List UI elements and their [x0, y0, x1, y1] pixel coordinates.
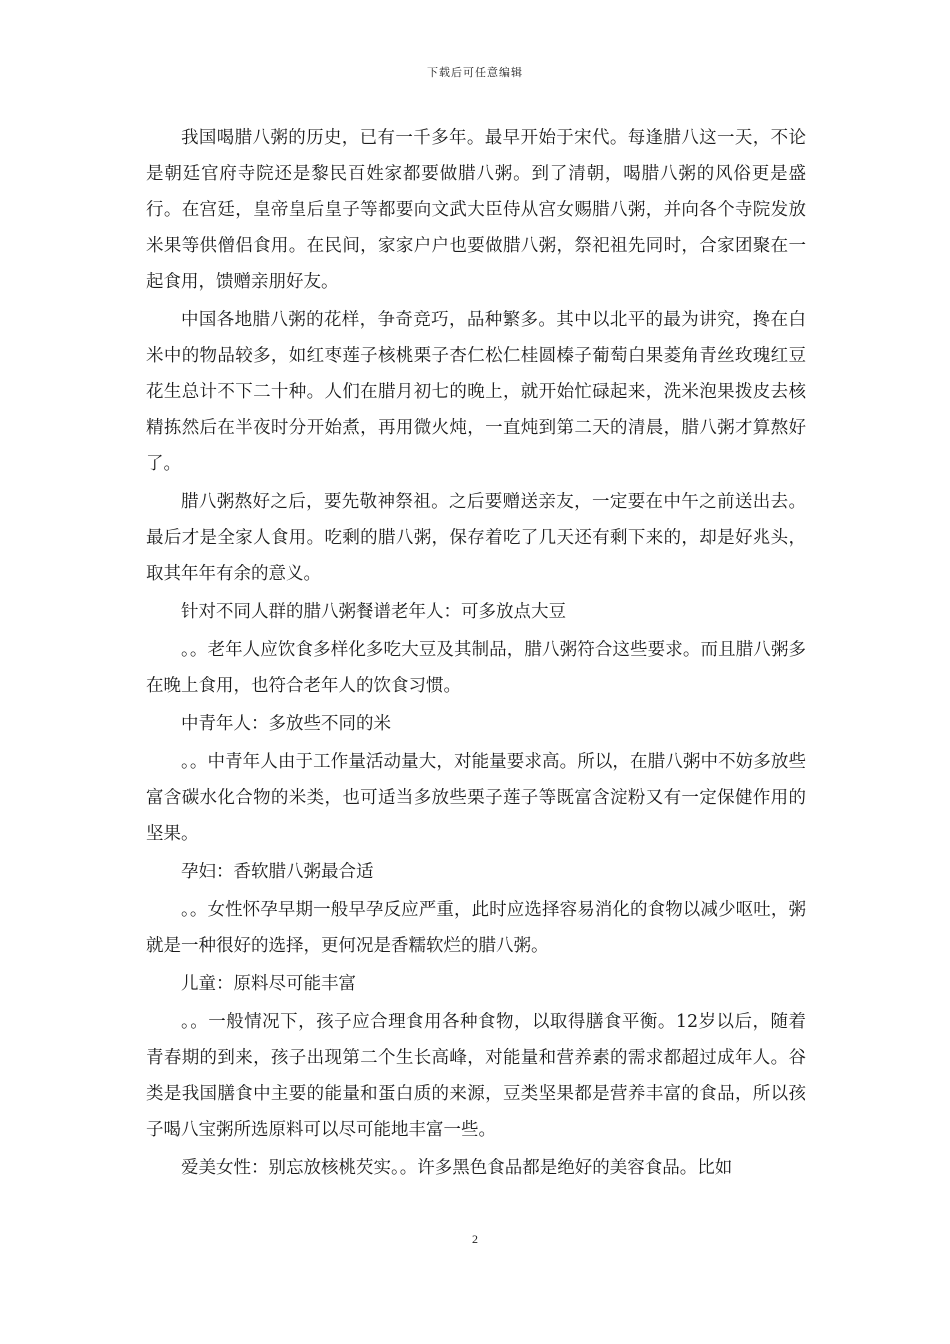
document-body	[146, 120, 806, 1186]
paragraph-adults: 。。中青年人由于工作量活动量大，对能量要求高。所以，在腊八粥中不妨多放些富含碳水化合物的米类，也可适当多放些栗子莲子等既富含淀粉又有一定保健作用的坚果。	[146, 752, 806, 844]
paragraph-heading-pregnant: 孕妇：香软腊八粥最合适	[181, 862, 374, 882]
paragraph-heading-adults: 中青年人：多放些不同的米	[181, 714, 391, 734]
page-number: 2	[472, 1232, 478, 1246]
paragraph-children: 。。一般情况下，孩子应合理食用各种食物，以取得膳食平衡。12岁以后，随着青春期的到来，孩子出现第二个生长高峰，对能量和营养素的需求都超过成年人。谷类是我国膳食中主要的能量和蛋白质的来源，豆类坚果都是营养丰富的食品，所以孩子喝八宝粥所选原料可以尽可能地丰富一些。	[146, 1012, 806, 1140]
paragraph-customs: 腊八粥熬好之后，要先敬神祭祖。之后要赠送亲友，一定要在中午之前送出去。最后才是全家人食用。吃剩的腊八粥，保存着吃了几天还有剩下来的，却是好兆头，取其年年有余的意义。	[146, 492, 806, 584]
paragraph-elderly: 。。老年人应饮食多样化多吃大豆及其制品，腊八粥符合这些要求。而且腊八粥多在晚上食用，也符合老年人的饮食习惯。	[146, 640, 806, 696]
paragraph-heading-elderly: 针对不同人群的腊八粥餐谱老年人：可多放点大豆	[181, 602, 566, 622]
paragraph-beauty: 爱美女性：别忘放核桃芡实。。许多黑色食品都是绝好的美容食品。比如	[181, 1158, 733, 1178]
paragraph-pregnant: 。。女性怀孕早期一般早孕反应严重，此时应选择容易消化的食物以减少呕吐，粥就是一种很好的选择，更何况是香糯软烂的腊八粥。	[146, 900, 806, 956]
page-header: 下载后可任意编辑	[427, 66, 523, 79]
paragraph-heading-children: 儿童：原料尽可能丰富	[181, 974, 356, 994]
paragraph-varieties: 中国各地腊八粥的花样，争奇竞巧，品种繁多。其中以北平的最为讲究，搀在白米中的物品较多，如红枣莲子核桃栗子杏仁松仁桂圆榛子葡萄白果菱角青丝玫瑰红豆花生总计不下二十种。人们在腊月初七的晚上，就开始忙碌起来，洗米泡果拨皮去核精拣然后在半夜时分开始煮，再用微火炖，一直炖到第二天的清晨，腊八粥才算熬好了。	[146, 310, 806, 474]
paragraph-history: 我国喝腊八粥的历史，已有一千多年。最早开始于宋代。每逢腊八这一天，不论是朝廷官府寺院还是黎民百姓家都要做腊八粥。到了清朝，喝腊八粥的风俗更是盛行。在宫廷，皇帝皇后皇子等都要向文武大臣侍从宫女赐腊八粥，并向各个寺院发放米果等供僧侣食用。在民间，家家户户也要做腊八粥，祭祀祖先同时，合家团聚在一起食用，馈赠亲朋好友。	[146, 128, 806, 292]
